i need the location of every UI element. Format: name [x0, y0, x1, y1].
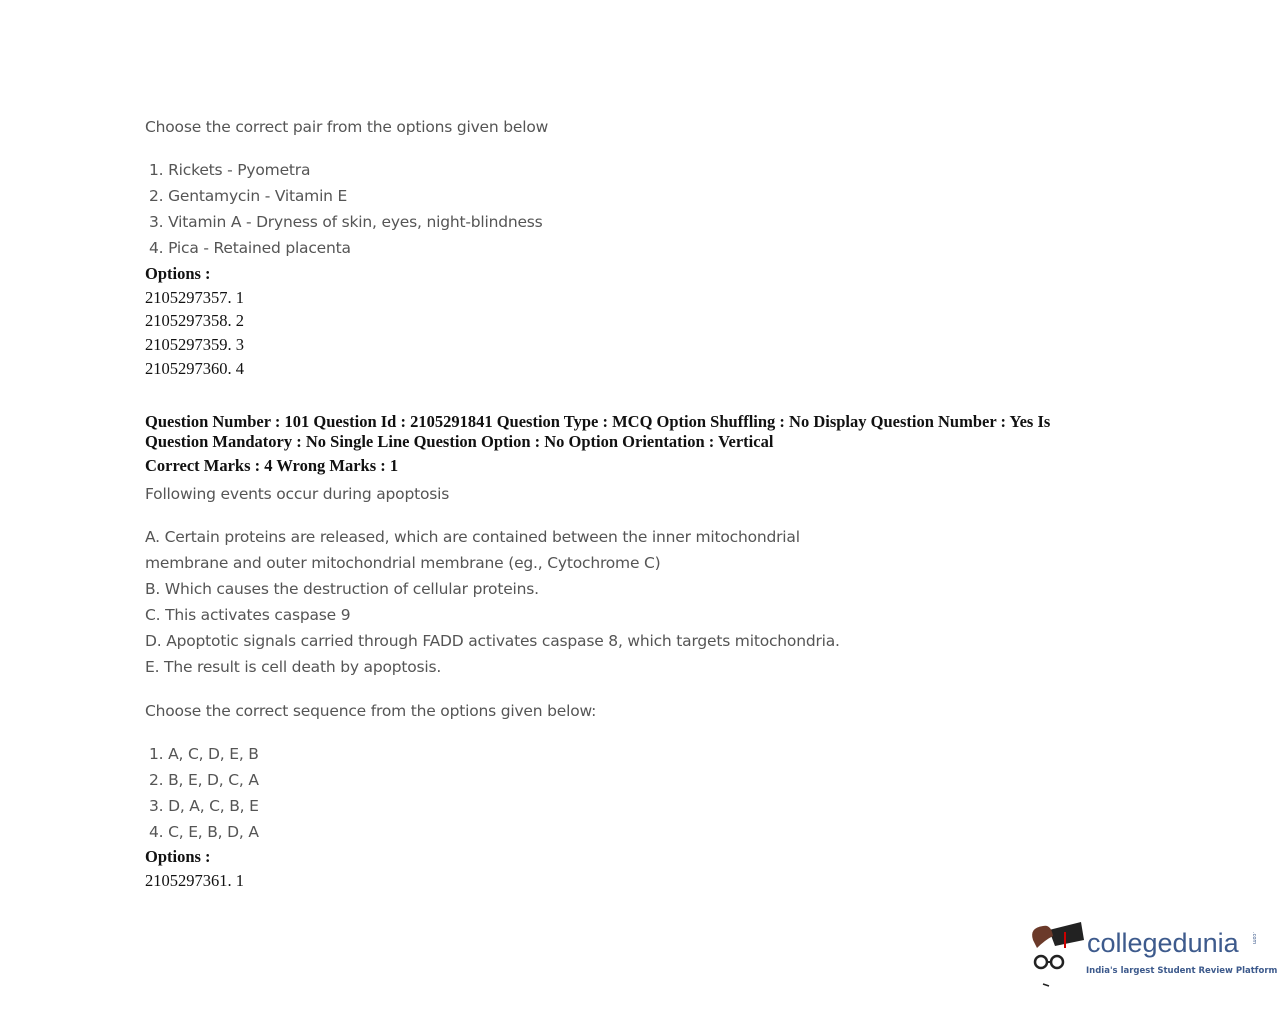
question-intro: Following events occur during apoptosis — [145, 485, 450, 503]
question-prompt: Choose the correct pair from the options given below — [145, 118, 549, 136]
option: 2105297357. 1 — [145, 288, 244, 307]
option: 2105297361. 1 — [145, 871, 244, 890]
option: 2105297360. 4 — [145, 359, 244, 378]
options-label: Options : — [145, 264, 211, 283]
question-header: Question Mandatory : No Single Line Question Option : No Option Orientation : Vertical — [145, 432, 774, 451]
option: 2105297358. 2 — [145, 311, 244, 330]
list-item: 3. Vitamin A - Dryness of skin, eyes, night-blindness — [149, 213, 543, 231]
collegedunia-logo — [1025, 918, 1278, 990]
question-marks: Correct Marks : 4 Wrong Marks : 1 — [145, 456, 399, 475]
statement: A. Certain proteins are released, which are contained between the inner mitochondrial — [145, 528, 800, 546]
options-label: Options : — [145, 847, 211, 866]
list-item: 3. D, A, C, B, E — [149, 797, 259, 815]
list-item: 2. Gentamycin - Vitamin E — [149, 187, 348, 205]
list-item: 1. Rickets - Pyometra — [149, 161, 311, 179]
logo-wordmark: collegedunia — [1087, 928, 1239, 958]
statement: membrane and outer mitochondrial membrane (eg., Cytochrome C) — [145, 554, 661, 572]
list-item: 4. C, E, B, D, A — [149, 823, 259, 841]
list-item: 4. Pica - Retained placenta — [149, 239, 351, 257]
statement: E. The result is cell death by apoptosis. — [145, 658, 442, 676]
statement: C. This activates caspase 9 — [145, 606, 351, 624]
question-header: Question Number : 101 Question Id : 2105291841 Question Type : MCQ Option Shuffling : No Display Question Number : Yes Is — [145, 412, 1051, 431]
mascot-icon — [1025, 918, 1085, 990]
statement: D. Apoptotic signals carried through FADD activates caspase 8, which targets mitochondria. — [145, 632, 840, 650]
statement: B. Which causes the destruction of cellular proteins. — [145, 580, 539, 598]
question-prompt: Choose the correct sequence from the options given below: — [145, 702, 597, 720]
logo-suffix: .com — [1251, 932, 1257, 945]
option: 2105297359. 3 — [145, 335, 244, 354]
logo-tagline: India's largest Student Review Platform — [1086, 966, 1278, 976]
list-item: 2. B, E, D, C, A — [149, 771, 259, 789]
list-item: 1. A, C, D, E, B — [149, 745, 259, 763]
